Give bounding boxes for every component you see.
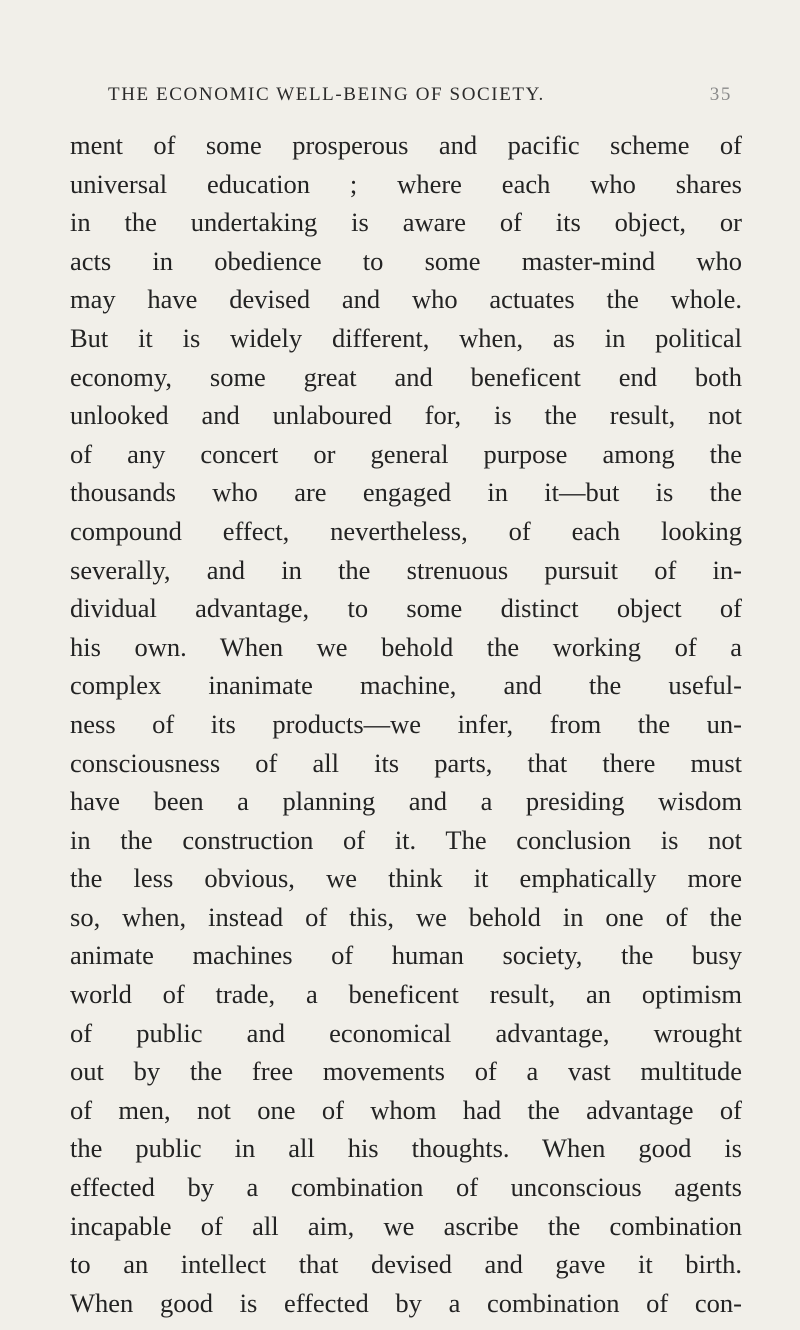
running-title: THE ECONOMIC WELL-BEING OF SOCIETY. <box>108 84 545 105</box>
text-line: dividual advantage, to some distinct object of <box>70 593 742 624</box>
text-line: compound effect, nevertheless, of each looking <box>70 515 742 546</box>
text-line: out by the free movements of a vast multitude <box>70 1056 742 1087</box>
text-line: world of trade, a beneficent result, an optimism <box>70 979 742 1010</box>
text-line: When good is effected by a combination of con- <box>70 1287 742 1318</box>
text-line: animate machines of human society, the busy <box>70 940 742 971</box>
text-line: economy, some great and beneficent end both <box>70 361 742 392</box>
text-line: complex inanimate machine, and the useful- <box>70 670 742 701</box>
text-line: acts in obedience to some master-mind who <box>70 245 742 276</box>
text-line: incapable of all aim, we ascribe the combination <box>70 1210 742 1241</box>
text-line: But it is widely different, when, as in political <box>70 322 742 353</box>
text-line: in the construction of it. The conclusion is not <box>70 824 742 855</box>
text-line: ness of its products—we infer, from the un- <box>70 708 742 739</box>
text-line: of men, not one of whom had the advantage of <box>70 1094 742 1125</box>
text-line: have been a planning and a presiding wisdom <box>70 786 742 817</box>
text-line: severally, and in the strenuous pursuit of in- <box>70 554 742 585</box>
page-number: 35 <box>709 84 732 105</box>
text-line: consciousness of all its parts, that there must <box>70 747 742 778</box>
text-line: of any concert or general purpose among the <box>70 438 742 469</box>
text-line: the public in all his thoughts. When good is <box>70 1133 742 1164</box>
text-line: the less obvious, we think it emphatically more <box>70 863 742 894</box>
text-line: to an intellect that devised and gave it birth. <box>70 1249 742 1280</box>
text-line: universal education ; where each who shares <box>70 168 742 199</box>
text-line: unlooked and unlaboured for, is the result, not <box>70 400 742 431</box>
text-line: thousands who are engaged in it—but is the <box>70 477 742 508</box>
text-line: of public and economical advantage, wrought <box>70 1017 742 1048</box>
text-line: ment of some prosperous and pacific scheme of <box>70 130 742 160</box>
body-text <box>70 126 742 1322</box>
running-head <box>108 84 732 114</box>
text-line: in the undertaking is aware of its object, or <box>70 207 742 238</box>
text-line: effected by a combination of unconscious agents <box>70 1172 742 1203</box>
text-line: may have devised and who actuates the whole. <box>70 284 742 315</box>
text-line: so, when, instead of this, we behold in one of the <box>70 901 742 932</box>
text-line: his own. When we behold the working of a <box>70 631 742 662</box>
